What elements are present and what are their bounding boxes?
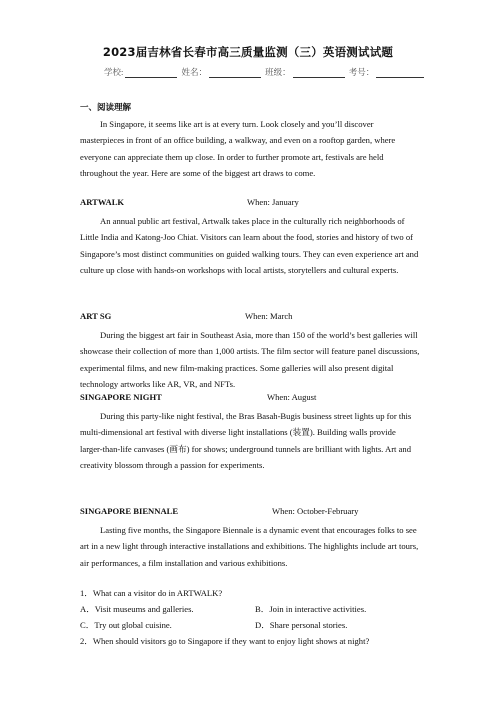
option-b[interactable]: B．Join in interactive activities. xyxy=(255,604,367,614)
option-d[interactable]: D．Share personal stories. xyxy=(255,620,348,630)
event-when: When: October-February xyxy=(272,506,359,516)
event-header xyxy=(80,506,359,516)
event-description: Lasting five months, the Singapore Biennale is a dynamic event that encourages folks to see art in a new light through interactive installations and exhibitions. The highlights include art tours, air performances, a film installation and various exhibitions. xyxy=(80,525,419,568)
name-blank[interactable] xyxy=(209,68,261,78)
student-info-fields xyxy=(104,66,426,78)
event-when: When: March xyxy=(245,311,293,321)
event-header xyxy=(80,392,317,402)
event-when: When: January xyxy=(247,197,299,207)
intro-paragraph: In Singapore, it seems like art is at every turn. Look closely and you’ll discover masterpieces in front of an office building, a walkway, and even on a rooftop garden, where everyone can appreciate them up close. In order to further promote art, festivals are held throughout the year. Here are some of the biggest art draws to come. xyxy=(80,119,396,178)
event-name: SINGAPORE NIGHT xyxy=(80,392,162,402)
school-blank[interactable] xyxy=(125,68,177,78)
option-c[interactable]: C．Try out global cuisine. xyxy=(80,620,172,630)
class-label: 班级： xyxy=(265,67,291,77)
number-label: 考号： xyxy=(348,67,375,77)
school-label: 学校: xyxy=(104,67,124,77)
event-description: During this party-like night festival, the Bras Basah-Bugis business street lights up for this multi-dimensional art festival with diverse light installations (装置). Building walls provide larger-than-life canvases (画布) for shows; underground tunnels are brilliant with lights. Art and creativity blossom through a passion for experiments. xyxy=(80,411,412,470)
event-header xyxy=(80,197,299,207)
event-name: ARTWALK xyxy=(80,197,125,207)
event-description: An annual public art festival, Artwalk takes place in the culturally rich neighborhoods of Little India and Katong-Joo Chiat. Visitors can learn about the food, stories and history of two of Singapore’s most distinct communities on guided walking tours. They can even experience art and culture up close with hands-on workshops with local artists, storytellers and cultural experts. xyxy=(80,216,419,275)
question-1: 1．What can a visitor do in ARTWALK? xyxy=(80,588,223,598)
event-name: SINGAPORE BIENNALE xyxy=(80,506,179,516)
class-blank[interactable] xyxy=(293,68,345,78)
page-title: 2023届吉林省长春市高三质量监测（三）英语测试试题 xyxy=(102,45,394,59)
event-header xyxy=(80,311,293,321)
section-label: 一、阅读理解 xyxy=(80,103,132,113)
name-label: 姓名： xyxy=(181,67,208,77)
event-description: During the biggest art fair in Southeast Asia, more than 150 of the world’s best galleries will showcase their collection of more than 1,000 artists. The film sector will feature panel discussions, experimental films, and new film-making practices. Some galleries will also present digital technology artworks like AR, VR, and NFTs. xyxy=(80,330,420,389)
event-name: ART SG xyxy=(80,311,112,321)
option-a[interactable]: A．Visit museums and galleries. xyxy=(80,604,194,614)
event-when: When: August xyxy=(267,392,317,402)
number-blank[interactable] xyxy=(376,68,424,78)
question-2: 2．When should visitors go to Singapore if they want to enjoy light shows at night? xyxy=(80,636,370,646)
